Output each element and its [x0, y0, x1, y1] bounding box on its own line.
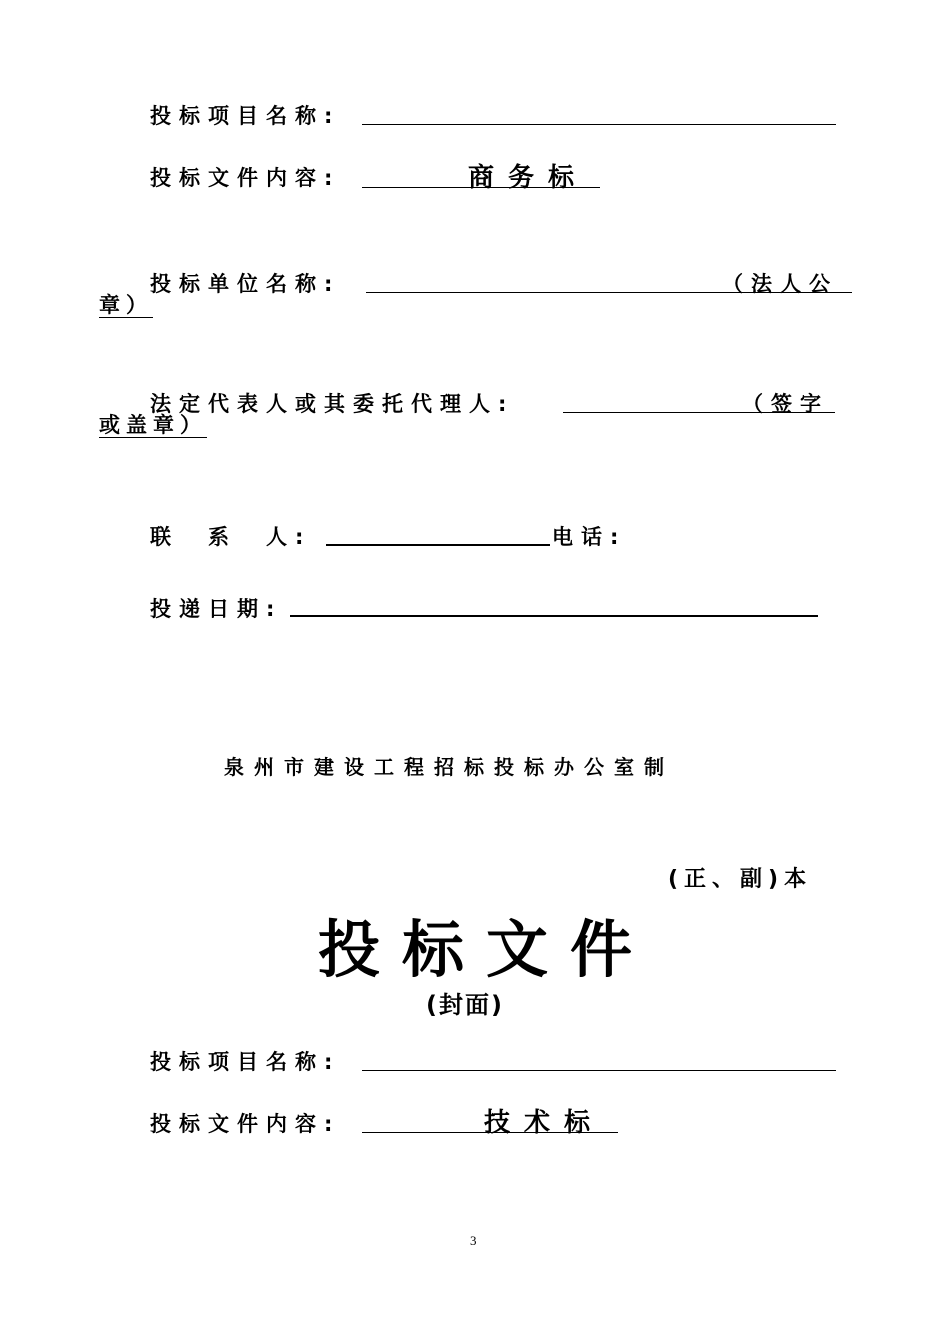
project-name-field-2[interactable] — [362, 1070, 836, 1071]
content-label: 投标文件内容: — [150, 166, 341, 190]
content-value-2: 技术标 — [484, 1108, 605, 1138]
unit-name-label: 投标单位名称: — [150, 272, 341, 296]
contact-label: 联 系 人: — [150, 525, 312, 549]
contact-field[interactable] — [326, 544, 550, 546]
delivery-date-label: 投递日期: — [150, 597, 283, 621]
representative-seal-note: （签字 — [742, 392, 829, 416]
representative-seal-note-cont: 或盖章） — [99, 413, 207, 437]
phone-label: 电话: — [552, 525, 627, 549]
content-label-2: 投标文件内容: — [150, 1112, 341, 1136]
document-subtitle: (封面) — [426, 991, 504, 1019]
project-name-label: 投标项目名称: — [150, 104, 341, 128]
representative-label: 法定代表人或其委托代理人: — [150, 392, 515, 416]
issuing-office: 泉州市建设工程招标投标办公室制 — [224, 755, 674, 779]
document-title: 投标文件 — [318, 913, 655, 986]
unit-seal-note: （法人公 — [722, 272, 838, 296]
project-name-field[interactable] — [362, 124, 836, 125]
copy-type: (正、副)本 — [668, 867, 813, 892]
page-number: 3 — [470, 1233, 477, 1248]
unit-seal-note-cont: 章） — [99, 293, 153, 317]
project-name-label-2: 投标项目名称: — [150, 1050, 341, 1074]
content-value: 商务标 — [468, 163, 589, 193]
delivery-date-field[interactable] — [290, 615, 818, 617]
